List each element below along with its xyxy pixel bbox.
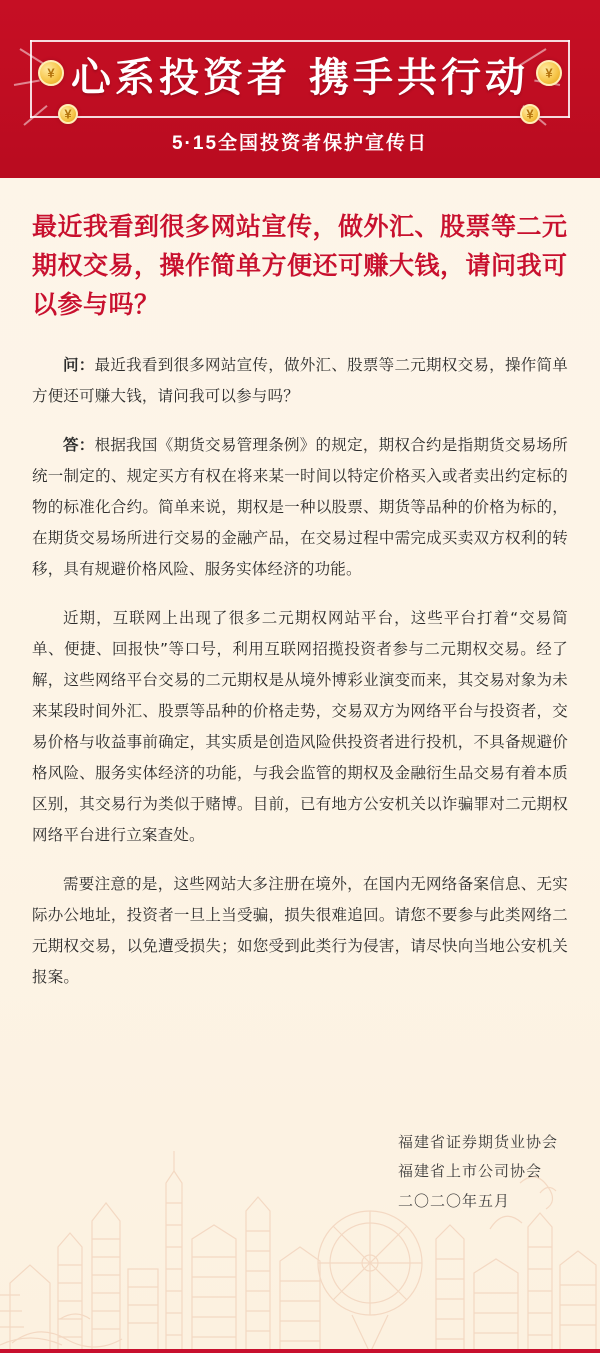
page-title: 最近我看到很多网站宣传，做外汇、股票等二元期权交易，操作简单方便还可赚大钱，请问我可以参与吗？ — [32, 212, 568, 319]
coin-icon — [58, 104, 78, 124]
coin-symbol: ¥ — [64, 106, 72, 122]
signature-block — [398, 1128, 558, 1216]
question-text: 最近我看到很多网站宣传，做外汇、股票等二元期权交易，操作简单方便还可赚大钱，请问我可以参与吗？ — [32, 356, 568, 406]
answer-paragraph-1 — [32, 430, 568, 585]
signature-org-2: 福建省上市公司协会 — [397, 1162, 542, 1181]
banner-title: 心系投资者 携手共行动 — [71, 55, 529, 101]
answer-paragraph-2: 近期，互联网上出现了很多二元期权网站平台，这些平台打着“交易简单、便捷、回报快”等口号，利用互联网招揽投资者参与二元期权交易。经了解，这些网络平台交易的二元期权是从境外博彩业演变而来，其交易对象为未来某段时间外汇、股票等品种的价格走势，交易双方为网络平台与投资者，交易价格与收益事前确定，其实质是创造风险供投资者进行投机，不具备规避价格风险、服务实体经济的功能，与我会监管的期权及金融衍生品交易有着本质区别，其交易行为类似于赌博。目前，已有地方公安机关以诈骗罪对二元期权网络平台进行立案查处。 — [32, 609, 568, 845]
coin-symbol: ¥ — [545, 65, 553, 81]
banner — [0, 0, 600, 178]
answer-text-1: 根据我国《期货交易管理条例》的规定，期权合约是指期货交易场所统一制定的、规定买方有权在将来某一时间以特定价格买入或者卖出约定标的物的标准化合约。简单来说，期权是一种以股票、期货等品种的价格为标的，在期货交易场所进行交易的金融产品，在交易过程中需完成买卖双方权利的转移，具有规避价格风险、服务实体经济的功能。 — [32, 436, 568, 579]
article-body — [0, 178, 600, 993]
coin-symbol: ¥ — [47, 65, 55, 81]
signature-date: 二〇二〇年五月 — [397, 1191, 510, 1210]
signature-org-1: 福建省证券期货业协会 — [397, 1133, 558, 1151]
answer-paragraph-3: 需要注意的是，这些网站大多注册在境外，在国内无网络备案信息、无实际办公地址，投资者一旦上当受骗，损失很难追回。请您不要参与此类网络二元期权交易，以免遭受损失；如您受到此类行为侵害，请尽快向当地公安机关报案。 — [32, 875, 568, 987]
coin-icon — [520, 104, 540, 124]
answer-label: 答： — [63, 436, 95, 455]
bottom-accent-bar — [0, 1349, 600, 1353]
question-label: 问： — [63, 356, 95, 375]
question-paragraph — [32, 350, 568, 412]
banner-subtitle: 5·15全国投资者保护宣传日 — [171, 133, 429, 154]
coin-symbol: ¥ — [526, 106, 534, 122]
